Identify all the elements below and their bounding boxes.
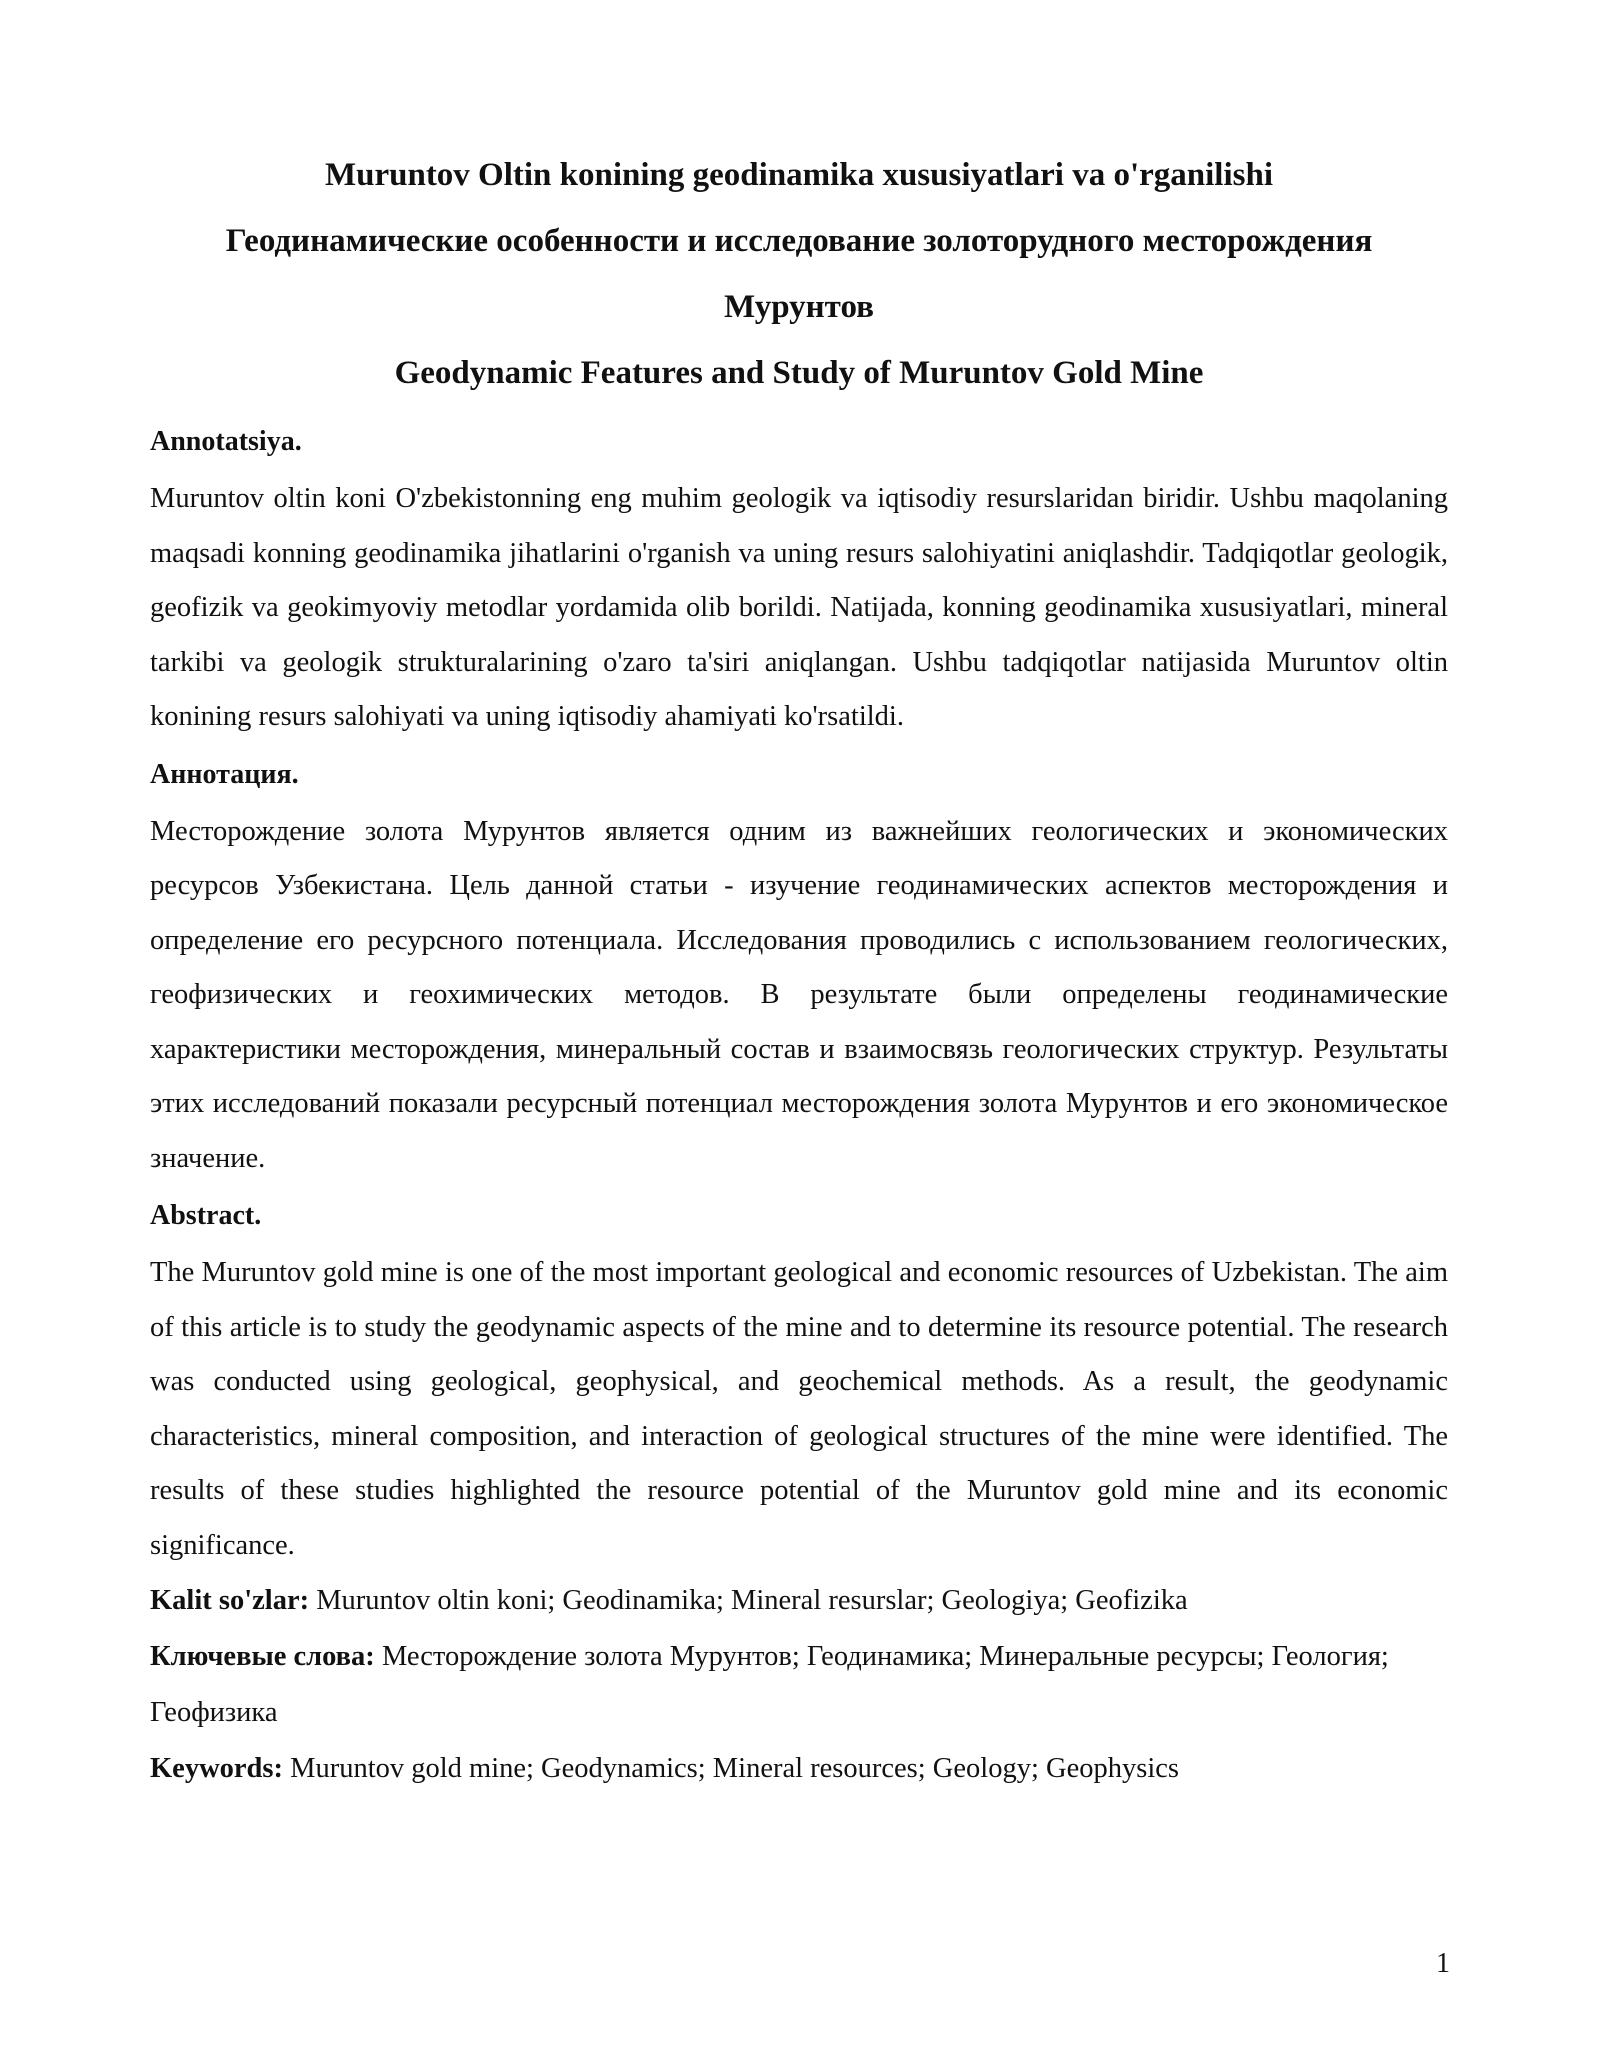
keywords-russian-text: Месторождение золота Мурунтов; Геодинамика; Минеральные ресурсы; Геология; Геофизика: [150, 1641, 1389, 1728]
abstract-russian-section: [150, 745, 1448, 1187]
keywords-russian: [150, 1629, 1448, 1741]
keywords-english-text: Muruntov gold mine; Geodynamics; Mineral resources; Geology; Geophysics: [290, 1753, 1179, 1784]
abstract-russian-text: Месторождение золота Мурунтов является одним из важнейших геологических и экономических ресурсов Узбекистана. Цель данной статьи - изучение геодинамических аспектов месторождения и определение его ресурсного потенциала. Исследования проводились с использованием геологических, геофизических и геохимических методов. В результате были определены геодинамические характеристики месторождения, минеральный состав и взаимосвязь геологических структур. Результаты этих исследований показали ресурсный потенциал месторождения золота Мурунтов и его экономическое значение.: [150, 815, 1448, 1174]
page-number: 1: [1436, 1948, 1450, 1979]
title-block: [150, 142, 1448, 406]
abstract-uzbek-heading: Annotatsiya.: [150, 426, 302, 457]
keywords-english-label: Keywords:: [150, 1753, 283, 1784]
keywords-section: [150, 1573, 1448, 1797]
keywords-uzbek: [150, 1573, 1448, 1629]
abstract-uzbek-section: [150, 412, 1448, 745]
abstract-english-section: [150, 1186, 1448, 1573]
keywords-russian-label: Ключевые слова:: [150, 1641, 375, 1672]
title-english: Geodynamic Features and Study of Muruntov Gold Mine: [394, 355, 1204, 391]
abstract-english-heading: Abstract.: [150, 1200, 262, 1231]
abstract-russian-heading: Аннотация.: [150, 758, 299, 790]
keywords-english: [150, 1741, 1448, 1797]
title-uzbek: Muruntov Oltin konining geodinamika xususiyatlari va o'rganilishi: [324, 157, 1274, 193]
keywords-uzbek-text: Muruntov oltin koni; Geodinamika; Mineral resurslar; Geologiya; Geofizika: [316, 1585, 1188, 1616]
keywords-uzbek-label: Kalit so'zlar:: [150, 1585, 310, 1616]
abstract-english-text: The Muruntov gold mine is one of the most important geological and economic resources of Uzbekistan. The aim of this article is to study the geodynamic aspects of the mine and to determine its resource potential. The research was conducted using geological, geophysical, and geochemical methods. As a result, the geodynamic characteristics, mineral composition, and interaction of geological structures of the mine were identified. The results of these studies highlighted the resource potential of the Muruntov gold mine and its economic significance.: [150, 1257, 1448, 1561]
title-russian: Геодинамические особенности и исследование золоторудного месторождения Мурунтов: [225, 223, 1373, 325]
abstract-uzbek-text: Muruntov oltin koni O'zbekistonning eng muhim geologik va iqtisodiy resurslaridan biridir. Ushbu maqolaning maqsadi konning geodinamika jihatlarini o'rganish va uning resurs salohiyatini aniqlashdir. Tadqiqotlar geologik, geofizik va geokimyoviy metodlar yordamida olib borildi. Natijada, konning geodinamika xususiyatlari, mineral tarkibi va geologik strukturalarining o'zaro ta'siri aniqlangan. Ushbu tadqiqotlar natijasida Muruntov oltin konining resurs salohiyati va uning iqtisodiy ahamiyati ko'rsatildi.: [150, 483, 1448, 732]
